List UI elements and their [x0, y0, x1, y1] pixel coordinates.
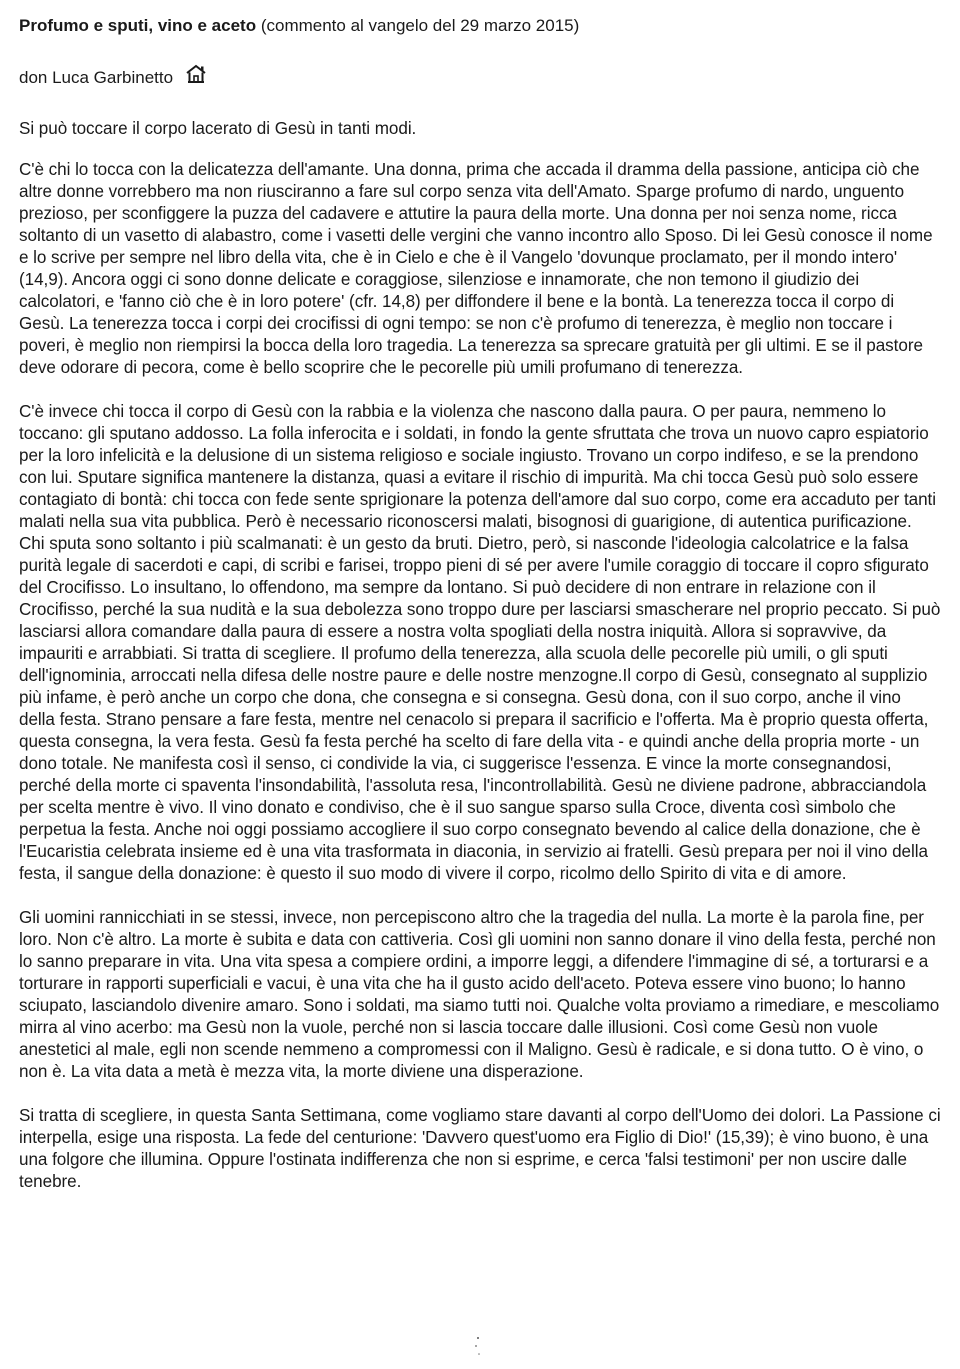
body-paragraph-1: C'è chi lo tocca con la delicatezza dell'amante. Una donna, prima che accada il dramma della passione, anticipa ciò che altre donne vorrebbero ma non riusciranno a fare sul corpo senza vita dell'Amato. Sparge profumo di nardo, unguento prezioso, per sconfiggere la puzza del cadavere e attutire la paura della morte. Una donna per noi senza nome, ricca soltanto di un vasetto di alabastro, come i vasetti delle vergini che vanno incontro allo Sposo. Di lei Gesù conosce il nome e lo scrive per sempre nel libro della vita, che è in Cielo e che è il Vangelo 'dovunque proclamato, per il mondo intero' (14,9). Ancora oggi ci sono donne delicate e coraggiose, silenziose e innamorate, che non temono il giudizio dei calcolatori, e 'fanno ciò che è in loro potere' (cfr. 14,8) per diffondere il bene e la bontà. La tenerezza tocca il corpo di Gesù. La tenerezza tocca i corpi dei crocifissi di ogni tempo: se non c'è profumo di tenerezza, è meglio non toccare i poveri, è meglio non riempirsi la bocca della loro tragedia. La tenerezza sa sprecare gratuità per gli ultimi. E se il pastore deve odorare di pecora, come è bello scoprire che le pecorelle più umili profumano di tenerezza. [19, 160, 933, 377]
document-body [19, 118, 941, 1193]
body-paragraph-4: Si tratta di scegliere, in questa Santa Settimana, come vogliamo stare davanti al corpo dell'Uomo dei dolori. La Passione ci interpella, esige una risposta. La fede del centurione: 'Davvero quest'uomo era Figlio di Dio!' (15,39); è vino buono, è una una folgore che illumina. Oppure l'ostinata indifferenza che non si esprime, e cerca 'falsi testimoni' per non uscire dalle tenebre. [19, 1106, 941, 1191]
document-title: Profumo e sputi, vino e aceto [19, 16, 257, 35]
body-paragraph-3: Gli uomini rannicchiati in se stessi, invece, non percepiscono altro che la tragedia del nulla. La morte è la parola fine, per loro. Non c'è altro. La morte è subita e data con cattiveria. Così gli uomini non sanno donare il vino della festa, perché non lo sanno preparare in vita. Una vita spesa a compiere ordini, a imporre leggi, a difendere l'immagine di sé, a torturarsi e a torturare in rapporti superficiali e vacui, è una vita che ha il gusto acido dell'aceto. Poteva essere vino buono; lo hanno sciupato, lasciandolo divenire amaro. Sono i soldati, ma siamo tutti noi. Qualche volta proviamo a rimediare, e mescoliamo mirra al vino acerbo: ma Gesù non la vuole, perché non si lascia toccare dalle illusioni. Così come Gesù non vuole anestetici al male, egli non scende nemmeno a compromessi con il Maligno. Gesù è radicale, e si dona tutto. O è vino, o non è. La vita data a metà è mezza vita, la morte diviene una disperazione. [19, 908, 940, 1081]
intro-paragraph: Si può toccare il corpo lacerato di Gesù in tanti modi. [19, 119, 417, 138]
author-line [19, 66, 941, 90]
document-page [19, 14, 941, 1193]
document-heading [19, 14, 941, 38]
scan-speck-mark [470, 1332, 484, 1362]
body-paragraph-2: C'è invece chi tocca il corpo di Gesù con la rabbia e la violenza che nascono dalla paura. O per paura, nemmeno lo toccano: gli sputano addosso. La folla inferocita e i soldati, in fondo la gente sfruttata che trova un nuovo capro espiatorio per la loro infelicità e la delusione di un sistema religioso e sociale ingiusto. Trovano un corpo indifeso, e se la prendono con lui. Sputare significa mantenere la distanza, quasi a evitare il rischio di impurità. Ma chi tocca Gesù può solo essere contagiato di bontà: chi tocca con fede sente sprigionare la potenza dell'amore dal suo corpo, come era accaduto per tanti malati nella sua vita pubblica. Però è necessario riconoscersi malati, bisognosi di guarigione, di autentica purificazione. Chi sputa sono soltanto i più scalmanati: è un gesto da bruti. Dietro, però, si nasconde l'ideologia calcolatrice e la falsa purità legale di sacerdoti e capi, di scribi e farisei, troppo pieni di sé per avere l'umile coraggio di toccare il copro sfigurato del Crocifisso. Lo insultano, lo offendono, ma sempre da lontano. Si può decidere di non entrare in relazione con il Crocifisso, perché la sua nudità e la sua debolezza sono troppo dure per lasciarsi smascherare nel proprio peccato. Si può lasciarsi allora comandare dalla paura di essere a nostra volta spogliati della nostra iniquità. Allora si sopravvive, da impauriti e arrabbiati. Si tratta di scegliere. Il profumo della tenerezza, alla scuola delle pecorelle più umili, o gli sputi dell'ignominia, arroccati nella difesa delle nostre paure e delle nostre menzogne.Il corpo di Gesù, consegnato al supplizio più infame, è però anche un corpo che dona, che consegna e si consegna. Gesù dona, con il suo corpo, anche il vino della festa. Strano pensare a fare festa, mentre nel cenacolo si prepara il sacrificio e l'offerta. Ma è proprio questa offerta, questa consegna, la vera festa. Gesù fa festa perché ha scelto di fare della vita - e quindi anche della propria morte - un dono totale. Ne manifesta così il senso, ci condivide la via, ci suggerisce l'essenza. E vince la morte consegnandosi, perché della morte ci spaventa l'insondabilità, l'assoluta resa, l'incontrollabilità. Gesù ne diviene padrone, abbracciandola per scelta mentre è vivo. Il vino donato e condiviso, che è il suo sangue sparso sulla Croce, diventa così simbolo che perpetua la festa. Anche noi oggi possiamo accogliere il suo corpo consegnato bevendo al calice della donazione, che è l'Eucaristia celebrata insieme ed è una vita trasformata in diaconia, in servizio ai fratelli. Gesù prepara per noi il vino della festa, il sangue della donazione: è questo il suo modo di vivere il corpo, ricolmo dello Spirito di vita e di amore. [19, 402, 941, 883]
home-icon[interactable] [185, 64, 207, 84]
author-name: don Luca Garbinetto [19, 68, 174, 87]
document-title-note: (commento al vangelo del 29 marzo 2015) [256, 16, 580, 35]
